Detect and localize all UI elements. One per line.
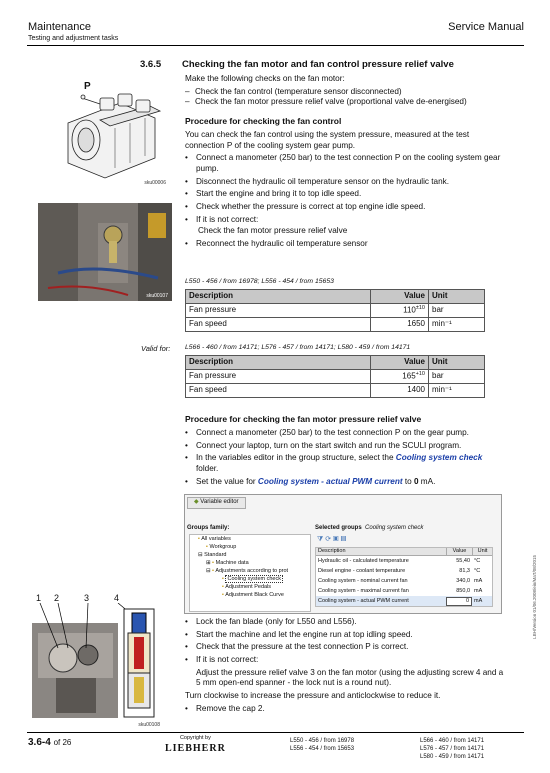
table2 xyxy=(185,355,485,398)
proc2-heading: Procedure for checking the fan motor pressure relief valve xyxy=(185,414,422,424)
col-description: Description xyxy=(186,289,371,303)
col-value: Value xyxy=(371,289,429,303)
tree-item[interactable] xyxy=(192,544,308,552)
tree-item[interactable] xyxy=(192,552,308,560)
callout-3: 3 xyxy=(84,593,90,603)
turn-text: Turn clockwise to increase the pressure and anticlockwise to reduce it. xyxy=(185,690,441,700)
col-value: Value xyxy=(371,355,429,369)
col-unit[interactable]: Unit xyxy=(472,548,492,555)
cell-value xyxy=(371,369,429,383)
group-tree xyxy=(189,534,311,612)
fan-motor-drawing xyxy=(60,78,170,188)
proc1-step-last: • Reconnect the hydraulic oil temperature sensor xyxy=(185,239,505,250)
test-connection-photo xyxy=(38,203,172,301)
folder-icon: ▪ xyxy=(222,591,224,598)
tree-label: Workgroup xyxy=(209,543,237,550)
proc3-last-step: • Remove the cap 2. xyxy=(185,704,505,715)
value-text: 165 xyxy=(402,371,416,381)
tree-label: Standard xyxy=(204,551,227,558)
value-text: 110 xyxy=(403,305,416,315)
header-title: Maintenance xyxy=(28,21,91,33)
variable-row[interactable] xyxy=(316,556,492,566)
main-column xyxy=(185,74,505,252)
software-screenshot xyxy=(184,494,502,614)
footer-page xyxy=(28,736,71,749)
model-line: L556 - 454 / from 15653 xyxy=(290,746,355,753)
callout-1: 1 xyxy=(36,593,42,603)
selected-groups xyxy=(315,525,423,533)
proc2-steps xyxy=(185,428,505,487)
proc3-block xyxy=(185,617,505,716)
var-value: 81,3 xyxy=(459,567,470,574)
expand-icon[interactable]: ⊟ xyxy=(206,567,211,574)
refresh-icon[interactable]: ⟳ xyxy=(325,536,332,543)
footer-models-mid xyxy=(290,737,354,753)
footer-brand xyxy=(165,735,226,755)
expand-icon[interactable]: ⊞ xyxy=(206,559,211,566)
cell-unit: bar xyxy=(429,303,485,317)
header-right-title: Service Manual xyxy=(448,21,524,33)
header-left xyxy=(28,20,118,43)
fig2-caption: sku00107 xyxy=(146,292,168,299)
tree-item[interactable] xyxy=(192,560,308,568)
tree-label: All variables xyxy=(201,536,231,542)
tab-variable-editor[interactable] xyxy=(187,497,246,509)
header-subtitle: Testing and adjustment tasks xyxy=(28,35,119,43)
table-row xyxy=(186,369,485,383)
var-value: 340,0 xyxy=(456,577,470,584)
intro-item: – Check the fan motor pressure relief valve (proportional valve de-energised) xyxy=(185,97,505,108)
proc2-step xyxy=(185,477,505,488)
table2-models: L566 - 460 / from 14171; L576 - 457 / from 14171; L580 - 459 / from 14171 xyxy=(185,344,411,351)
proc3-step: • Start the machine and let the engine run at top idling speed. xyxy=(185,630,505,641)
step-value: 0 xyxy=(413,476,419,486)
proc2-step: • Connect a manometer (250 bar) to the test connection P on the gear pump. xyxy=(185,428,505,439)
proc1-text: You can check the fan control using the system pressure, measured at the test connection P of the cooling system gear pump. xyxy=(185,130,470,150)
proc3-step: • Check that the pressure at the test connection P is correct. xyxy=(185,642,505,653)
tree-label: Cooling system check xyxy=(227,575,281,582)
proc3-steps xyxy=(185,617,505,666)
header-rule xyxy=(27,45,524,46)
var-desc: Hydraulic oil - calculated temperature xyxy=(318,557,409,564)
pwm-current-input[interactable]: 0 xyxy=(446,597,472,606)
proc1-step: • Start the engine and bring it to top idle speed. xyxy=(185,189,505,200)
cell-unit: bar xyxy=(429,369,485,383)
print-icon[interactable]: ▤ xyxy=(340,536,347,543)
intro-list xyxy=(185,87,505,108)
col-description: Description xyxy=(186,355,371,369)
adjust-text: Adjust the pressure relief valve 3 on the fan motor (using the adjusting screw 4 and a 5 mm open-end spanner - the lock nut is a round nut). xyxy=(196,667,504,688)
liebherr-logo: LIEBHERR xyxy=(165,743,226,755)
fig1-label-p: P xyxy=(84,81,91,92)
proc1-heading: Procedure for checking the fan control xyxy=(185,115,342,126)
cell-value: 1400 xyxy=(371,383,429,397)
variables-header xyxy=(316,548,492,556)
tree-item-selected[interactable] xyxy=(192,576,308,584)
model-line: L576 - 457 / from 14171 xyxy=(420,746,485,753)
variable-row[interactable] xyxy=(316,576,492,586)
cell-value xyxy=(371,303,429,317)
footer-models-right xyxy=(420,737,484,761)
editor-icon: ◆ xyxy=(194,499,199,505)
cell-value: 1650 xyxy=(371,317,429,331)
step-text: folder. xyxy=(196,464,219,474)
cell-desc: Fan pressure xyxy=(186,369,371,383)
var-desc: Cooling system - nominal current fan xyxy=(318,577,408,584)
var-unit: mA xyxy=(474,587,483,594)
proc1-step: • If it is not correct: xyxy=(185,215,505,226)
valid-for-label: Valid for: xyxy=(141,344,171,353)
col-description[interactable]: Description xyxy=(318,548,346,554)
table1 xyxy=(185,289,485,332)
copyright-text: Copyright by xyxy=(179,735,211,741)
col-unit: Unit xyxy=(429,355,485,369)
step-text: to xyxy=(402,476,414,486)
cell-desc: Fan pressure xyxy=(186,303,371,317)
intro-text: Make the following checks on the fan motor: xyxy=(185,74,345,83)
proc1-steps xyxy=(185,153,505,225)
variable-row[interactable] xyxy=(316,586,492,596)
col-value[interactable]: Value xyxy=(446,548,472,555)
proc1-steps-end xyxy=(185,239,505,250)
tree-label: Machine data xyxy=(215,559,249,566)
var-unit: mA xyxy=(474,597,483,604)
valve-figure xyxy=(28,593,178,728)
proc1-substep: Check the fan motor pressure relief valve xyxy=(198,226,348,236)
folder-icon: ▪ xyxy=(212,567,215,574)
table-header-row xyxy=(186,289,485,303)
callout-4: 4 xyxy=(114,593,120,603)
model-line: L566 - 460 / from 14171 xyxy=(420,738,485,744)
model-line: L580 - 459 / from 14171 xyxy=(420,754,485,761)
var-unit: °C xyxy=(474,557,481,564)
section-title: Checking the fan motor and fan control pressure relief valve xyxy=(182,59,454,70)
side-version-note: LBH/Version 01/06.2008/ein/MaT/08/2015 xyxy=(532,555,538,639)
table1-block xyxy=(185,278,485,332)
save-icon[interactable]: ▣ xyxy=(333,536,339,543)
filter-icon[interactable]: ⧩ xyxy=(317,536,324,543)
var-unit: °C xyxy=(474,567,481,574)
table-row xyxy=(186,303,485,317)
cell-unit: min⁻¹ xyxy=(429,383,485,397)
proc2-step: • Connect your laptop, turn on the start switch and run the SCULI program. xyxy=(185,441,505,452)
var-desc: Diesel engine - coolant temperature xyxy=(318,567,406,574)
cooling-system-check-link[interactable]: Cooling system check xyxy=(395,453,483,463)
variables-table xyxy=(315,547,493,607)
var-desc: Cooling system - actual PWM current xyxy=(318,597,409,604)
groups-family-label: Groups family: xyxy=(187,525,230,531)
folder-icon: ▪ xyxy=(206,543,208,550)
proc2-block xyxy=(185,410,505,489)
table-header-row xyxy=(186,355,485,369)
folder-icon: ▪ xyxy=(222,583,224,590)
col-unit: Unit xyxy=(429,289,485,303)
folder-icon: ▪ xyxy=(212,559,215,566)
selected-value: Cooling system check xyxy=(365,525,424,531)
tolerance: +10 xyxy=(415,370,425,377)
table-row xyxy=(186,383,485,397)
tree-label: Adjustment Pedals xyxy=(225,583,272,590)
step-text: In the variables editor in the group structure, select the xyxy=(196,453,396,463)
footer-rule xyxy=(27,732,524,733)
toolbar-icons xyxy=(317,535,346,544)
fig1-caption: sku00006 xyxy=(144,179,166,186)
fig3-caption: sku00108 xyxy=(138,721,160,728)
page-number: 3.6-4 xyxy=(28,737,51,748)
model-line: L550 - 456 / from 16978 xyxy=(290,738,355,744)
tree-item[interactable] xyxy=(192,584,308,592)
callout-2: 2 xyxy=(54,593,60,603)
var-desc: Cooling system - maximal current fan xyxy=(318,587,409,594)
proc1-step: • Check whether the pressure is correct at top engine idle speed. xyxy=(185,202,505,213)
var-unit: mA xyxy=(474,577,483,584)
proc1-step: • Disconnect the hydraulic oil temperature sensor on the hydraulic tank. xyxy=(185,177,505,188)
pwm-current-link[interactable]: Cooling system - actual PWM current xyxy=(257,476,403,486)
step-text: Set the value for xyxy=(196,476,258,486)
folder-icon: ▪ xyxy=(198,536,200,542)
proc2-step xyxy=(185,453,505,474)
proc3-step: • If it is not correct: xyxy=(185,655,505,666)
cell-unit: min⁻¹ xyxy=(429,317,485,331)
variable-row[interactable] xyxy=(316,566,492,576)
proc1-step: • Connect a manometer (250 bar) to the test connection P on the cooling system gear pump. xyxy=(185,153,505,174)
intro-item: – Check the fan control (temperature sensor disconnected) xyxy=(185,87,505,98)
tolerance: ±10 xyxy=(415,304,425,311)
variable-row-selected[interactable] xyxy=(316,596,492,606)
section-number: 3.6.5 xyxy=(140,59,162,70)
table2-block xyxy=(185,344,485,398)
tree-item[interactable] xyxy=(192,536,308,544)
selected-label: Selected groups xyxy=(315,525,362,531)
var-value: 55,40 xyxy=(456,557,470,564)
proc3-step: • Lock the fan blade (only for L550 and L556). xyxy=(185,617,505,628)
expand-icon[interactable]: ⊟ xyxy=(198,551,203,558)
tree-label: Adjustments according to prot xyxy=(215,567,289,574)
var-value: 850,0 xyxy=(456,587,470,594)
page-of: of 26 xyxy=(53,738,72,747)
folder-icon: ▪ xyxy=(222,575,224,582)
cell-desc: Fan speed xyxy=(186,317,371,331)
tree-item[interactable] xyxy=(192,592,308,600)
table-row xyxy=(186,317,485,331)
tree-label: Adjustment Black Curve xyxy=(225,591,284,598)
tab-label: Variable editor xyxy=(200,499,239,505)
table1-models: L550 - 456 / from 16978; L556 - 454 / from 15653 xyxy=(185,278,334,285)
cell-desc: Fan speed xyxy=(186,383,371,397)
proc3-final xyxy=(185,704,505,715)
step-text: mA. xyxy=(418,476,436,486)
